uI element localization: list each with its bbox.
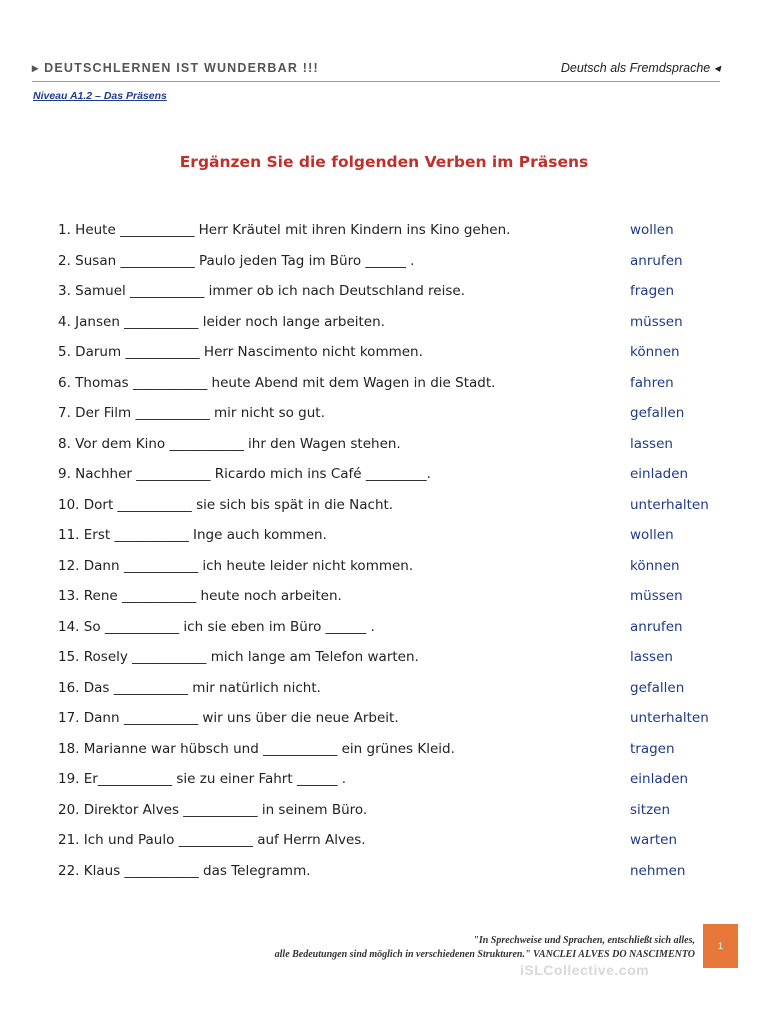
exercise-row <box>58 832 738 863</box>
exercise-sentence: 16. Das ___________ mir natürlich nicht. <box>58 679 321 696</box>
header-right-text: Deutsch als Fremdsprache ◂ <box>560 61 720 75</box>
exercise-sentence: 6. Thomas ___________ heute Abend mit dem Wagen in die Stadt. <box>58 374 496 391</box>
exercise-verb: unterhalten <box>630 710 709 726</box>
exercise-row <box>58 680 738 711</box>
exercise-sentence: 20. Direktor Alves ___________ in seinem Büro. <box>58 801 368 818</box>
exercise-verb: lassen <box>630 435 673 452</box>
exercise-sentence: 22. Klaus ___________ das Telegramm. <box>58 862 311 879</box>
watermark: iSLCollective.com <box>520 962 650 978</box>
exercise-sentence: 14. So ___________ ich sie eben im Büro ______ . <box>58 618 375 635</box>
exercise-sentence: 17. Dann ___________ wir uns über die neue Arbeit. <box>58 710 399 726</box>
exercise-row <box>58 558 738 589</box>
exercise-row <box>58 253 738 284</box>
exercise-row <box>58 466 738 497</box>
exercise-verb: lassen <box>630 649 673 665</box>
exercise-row <box>58 741 738 772</box>
exercise-row <box>58 497 738 528</box>
exercise-row <box>58 649 738 680</box>
exercise-sentence: 9. Nachher ___________ Ricardo mich ins Café _________. <box>58 466 431 482</box>
exercise-row <box>58 283 738 314</box>
footer-quote <box>120 934 695 962</box>
exercise-sentence: 5. Darum ___________ Herr Nascimento nicht kommen. <box>58 344 423 360</box>
exercise-sentence: 8. Vor dem Kino ___________ ihr den Wagen stehen. <box>58 435 401 452</box>
exercise-sentence: 19. Er___________ sie zu einer Fahrt ______ . <box>58 771 347 787</box>
exercise-verb: wollen <box>630 527 674 543</box>
exercise-sentence: 21. Ich und Paulo ___________ auf Herrn Alves. <box>58 832 366 848</box>
exercise-sentence: 3. Samuel ___________ immer ob ich nach Deutschland reise. <box>58 283 465 299</box>
exercise-verb: müssen <box>630 588 683 604</box>
exercise-verb: können <box>630 557 680 574</box>
exercise-sentence: 13. Rene ___________ heute noch arbeiten. <box>58 588 342 604</box>
exercise-row <box>58 710 738 741</box>
exercise-verb: einladen <box>630 466 689 482</box>
exercise-row <box>58 527 738 558</box>
exercise-verb: können <box>630 344 680 360</box>
exercise-verb: fragen <box>630 283 675 299</box>
page-number-badge: 1 <box>703 924 738 968</box>
level-label: Niveau A1.2 – Das Präsens <box>33 90 167 102</box>
exercise-row <box>58 619 738 650</box>
exercise-row <box>58 588 738 619</box>
header-divider <box>32 81 720 82</box>
exercise-verb: fahren <box>630 374 674 391</box>
page-header <box>32 56 720 82</box>
exercise-sentence: 12. Dann ___________ ich heute leider nicht kommen. <box>58 557 414 574</box>
exercise-row <box>58 344 738 375</box>
exercise-sentence: 15. Rosely ___________ mich lange am Telefon warten. <box>58 649 419 665</box>
exercise-row <box>58 222 738 253</box>
exercise-row <box>58 375 738 406</box>
exercise-verb: anrufen <box>630 618 683 635</box>
exercise-verb: gefallen <box>630 679 685 696</box>
exercise-verb: tragen <box>630 740 675 757</box>
exercise-sentence: 2. Susan ___________ Paulo jeden Tag im Büro ______ . <box>58 252 415 269</box>
exercise-sentence: 11. Erst ___________ Inge auch kommen. <box>58 527 327 543</box>
exercise-sentence: 10. Dort ___________ sie sich bis spät in die Nacht. <box>58 496 394 513</box>
exercise-verb: sitzen <box>630 801 671 818</box>
exercise-verb: anrufen <box>630 252 683 269</box>
exercise-list <box>58 222 738 893</box>
quote-line-1: "In Sprechweise und Sprachen, entschließt sich alles, <box>473 935 695 946</box>
quote-line-2: alle Bedeutungen sind möglich in verschiedenen Strukturen." VANCLEI ALVES DO NASCIMENTO <box>274 949 695 960</box>
exercise-row <box>58 436 738 467</box>
exercise-row <box>58 405 738 436</box>
exercise-row <box>58 802 738 833</box>
exercise-verb: gefallen <box>630 405 685 421</box>
exercise-verb: einladen <box>630 771 689 787</box>
exercise-row <box>58 314 738 345</box>
exercise-verb: unterhalten <box>630 496 709 513</box>
exercise-sentence: 18. Marianne war hübsch und ___________ ein grünes Kleid. <box>58 740 455 757</box>
exercise-verb: müssen <box>630 313 683 330</box>
exercise-row <box>58 771 738 802</box>
exercise-verb: nehmen <box>630 862 686 879</box>
exercise-sentence: 4. Jansen ___________ leider noch lange arbeiten. <box>58 313 385 330</box>
exercise-verb: warten <box>630 832 678 848</box>
exercise-sentence: 7. Der Film ___________ mir nicht so gut. <box>58 405 325 421</box>
exercise-row <box>58 863 738 894</box>
worksheet-title: Ergänzen Sie die folgenden Verben im Präsens <box>179 153 589 171</box>
exercise-sentence: 1. Heute ___________ Herr Kräutel mit ihren Kindern ins Kino gehen. <box>58 222 511 238</box>
header-left-text: ▸ DEUTSCHLERNEN IST WUNDERBAR !!! <box>32 61 319 75</box>
exercise-verb: wollen <box>630 222 674 238</box>
